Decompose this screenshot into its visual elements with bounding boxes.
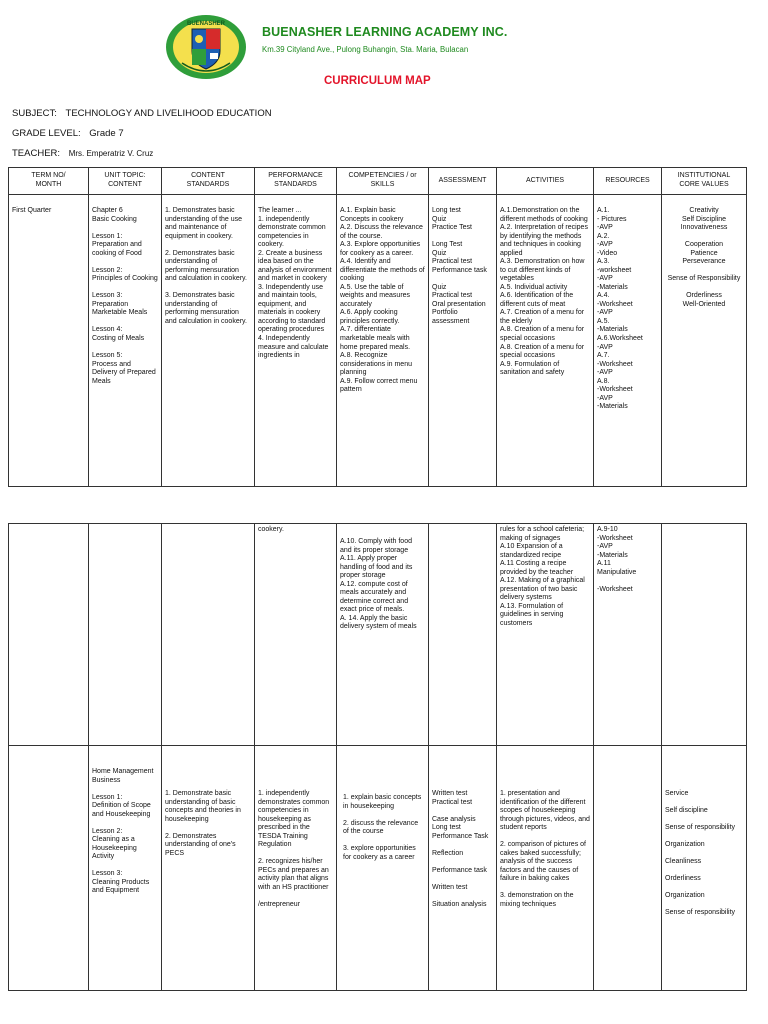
- cell-core-values: Service Self discipline Sense of responsibility Organization Cleanliness Orderliness Organization Sense of responsibility: [662, 746, 747, 991]
- table-row: [9, 524, 747, 746]
- col-header-activities: ACTIVITIES: [497, 168, 594, 195]
- table-row: [9, 746, 747, 991]
- logo-text: BUENASHER: [186, 21, 226, 27]
- cell-assessment: Long test Quiz Practice Test Long Test Quiz Practical test Performance task Quiz Practical test Oral presentation Portfolio assessment: [429, 195, 497, 487]
- cell-content-standards: 1. Demonstrate basic understanding of basic concepts and theories in housekeeping 2. Demonstrates understanding of one's PECS: [162, 746, 255, 991]
- cell-performance-standards: 1. independently demonstrates common competencies in housekeeping as prescribed in the TESDA Training Regulation 2. recognizes his/her PECs and prepares an activity plan that aligns with an HS practitioner /entrepreneur: [255, 746, 337, 991]
- cell-competencies: 1. explain basic concepts in housekeeping 2. discuss the relevance of the course 3. explore opportunities for cookery as a career: [337, 746, 429, 991]
- cell-term: [9, 524, 89, 746]
- curriculum-table-2: [8, 523, 747, 991]
- cell-performance-standards: The learner ... 1. independently demonstrate common competencies in cookery. 2. Create a business idea based on the analysis of environment and market in cookery 3. Independently use and maintain tools, equipment, and materials in cookery according to standard operating procedures 4. Independently measure and calculate ingredients in: [255, 195, 337, 487]
- cell-unit: Chapter 6 Basic Cooking Lesson 1: Preparation and cooking of Food Lesson 2: Principles of Cooking Lesson 3: Preparation Marketable Meals Lesson 4: Costing of Meals Lesson 5: Process and Delivery of Prepared Meals: [89, 195, 162, 487]
- cell-core-values: [662, 524, 747, 746]
- school-logo: [164, 13, 248, 81]
- col-header-unit: UNIT TOPIC: CONTENT: [89, 168, 162, 195]
- grade-label: GRADE LEVEL:: [12, 128, 81, 139]
- grade-value: Grade 7: [89, 128, 124, 139]
- cell-term: [9, 746, 89, 991]
- table-header-row: [9, 168, 747, 195]
- cell-resources: [594, 746, 662, 991]
- col-header-resources: RESOURCES: [594, 168, 662, 195]
- cell-activities: A.1.Demonstration on the different methods of cooking A.2. Interpretation of recipes by identifying the methods and techniques in cooking applied A.3. Demonstration on how to cut different kinds of vegetables A.5. Individual activity A.6. Identification of the different cuts of meat A.7. Creation of a menu for the elderly A.8. Creation of a menu for special occasions A.8. Creation of a menu for special occasions A.9. Formulation of sanitation and safety: [497, 195, 594, 487]
- col-header-assessment: ASSESSMENT: [429, 168, 497, 195]
- cell-activities: 1. presentation and identification of the different scopes of housekeeping through pictures, videos, and student reports 2. comparison of pictures of cakes baked successfully; analysis of the success factors and the causes of failure in baking cakes 3. demonstration on the mixing techniques: [497, 746, 594, 991]
- school-name: BUENASHER LEARNING ACADEMY INC.: [262, 25, 508, 39]
- school-address: Km.39 Cityland Ave., Pulong Buhangin, Sta. Maria, Bulacan: [262, 45, 469, 54]
- cell-unit: [89, 524, 162, 746]
- cell-activities: rules for a school cafeteria; making of signages A.10 Expansion of a standardized recipe A.11 Costing a recipe provided by the teacher A.12. Making of a graphical presentation of two basic delivery systems A.13. Formulation of guidelines in serving customers: [497, 524, 594, 746]
- cell-assessment: Written test Practical test Case analysis Long test Performance Task Reflection Performance task Written test Situation analysis: [429, 746, 497, 991]
- document-title: CURRICULUM MAP: [324, 75, 431, 87]
- cell-core-values: Creativity Self Discipline Innovativeness Cooperation Patience Perseverance Sense of Responsibility Orderliness Well-Oriented: [662, 195, 747, 487]
- cell-competencies: A.1. Explain basic Concepts in cookery A.2. Discuss the relevance of the course. A.3. Explore opportunities for cookery as a career. A.4. Identify and differentiate the methods of cooking A.5. Use the table of weights and measures accurately A.6. Apply cooking principles correctly. A.7. differentiate marketable meals with home prepared meals. A.8. Recognize considerations in menu planning A.9. Follow correct menu pattern: [337, 195, 429, 487]
- cell-content-standards: 1. Demonstrates basic understanding of the use and maintenance of equipment in cookery. 2. Demonstrates basic understanding of performing mensuration and calculation in cookery. 3. Demonstrates basic understanding of performing mensuration and calculation in cookery.: [162, 195, 255, 487]
- subject-line: [12, 108, 272, 119]
- teacher-line: [12, 148, 153, 159]
- cell-resources: A.1. - Pictures -AVP A.2. -AVP -Video A.3. -worksheet -AVP -Materials A.4. -Worksheet -AVP A.5. -Materials A.6.Worksheet -AVP A.7. -Worksheet -AVP A.8. -Worksheet -AVP -Materials: [594, 195, 662, 487]
- teacher-value: Mrs. Emperatriz V. Cruz: [68, 149, 154, 158]
- cell-performance-standards: cookery.: [255, 524, 337, 746]
- col-header-competencies: COMPETENCIES / or SKILLS: [337, 168, 429, 195]
- teacher-label: TEACHER:: [12, 148, 61, 159]
- curriculum-table-1: [8, 167, 747, 487]
- subject-value: TECHNOLOGY AND LIVELIHOOD EDUCATION: [65, 108, 272, 119]
- cell-content-standards: [162, 524, 255, 746]
- subject-label: SUBJECT:: [12, 108, 57, 119]
- col-header-core-values: INSTITUTIONAL CORE VALUES: [662, 168, 747, 195]
- cell-unit: Home Management Business Lesson 1: Definition of Scope and Housekeeping Lesson 2: Cleaning as a Housekeeping Activity Lesson 3: Cleaning Products and Equipment: [89, 746, 162, 991]
- grade-line: [12, 128, 124, 139]
- col-header-term: TERM NO/ MONTH: [9, 168, 89, 195]
- table-row: [9, 195, 747, 487]
- cell-term: First Quarter: [9, 195, 89, 487]
- col-header-content-standards: CONTENT STANDARDS: [162, 168, 255, 195]
- cell-assessment: [429, 524, 497, 746]
- col-header-performance-standards: PERFORMANCE STANDARDS: [255, 168, 337, 195]
- cell-competencies: A.10. Comply with food and its proper storage A.11. Apply proper handling of food and its proper storage A.12. compute cost of meals accurately and determine correct and exact price of meals. A. 14. Apply the basic delivery system of meals: [337, 524, 429, 746]
- cell-resources: A.9-10 -Worksheet -AVP -Materials A.11 Manipulative -Worksheet: [594, 524, 662, 746]
